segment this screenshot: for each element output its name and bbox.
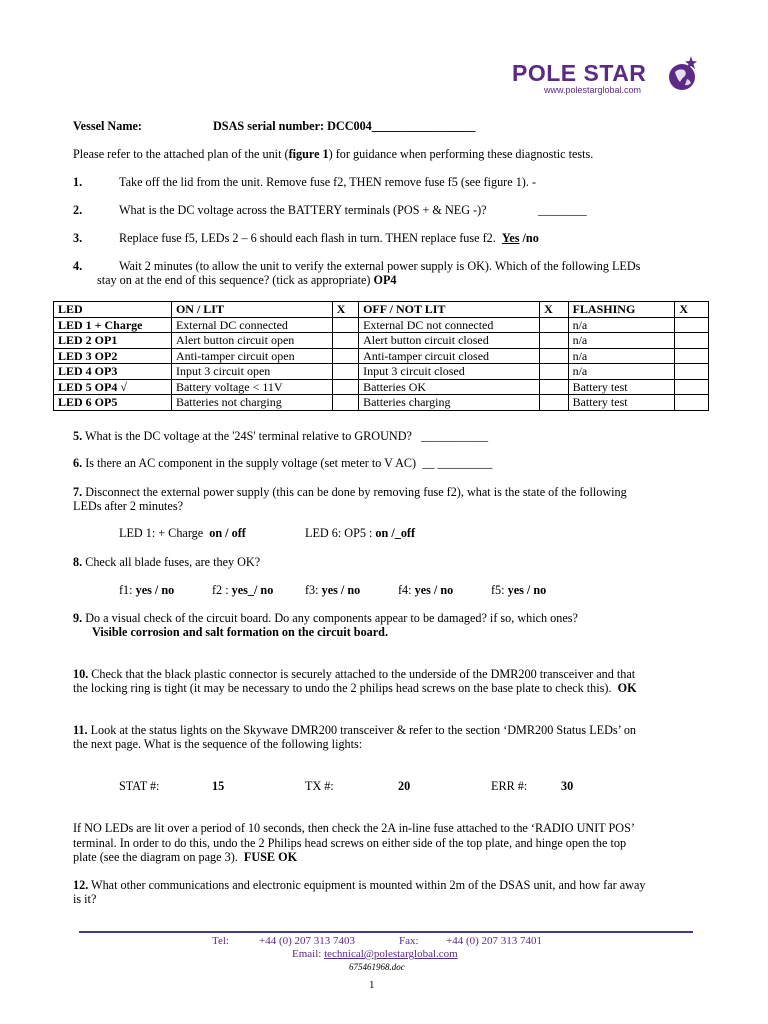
flashing-cell: Battery test: [568, 395, 675, 411]
q6-text: Is there an AC component in the supply voltage (set meter to V AC): [82, 456, 417, 470]
q6-answer: __ _________: [422, 456, 493, 470]
q3-body: Replace fuse f5, LEDs 2 – 6 should each flash in turn. THEN replace fuse f2.: [119, 231, 496, 245]
fuse-f3: [305, 583, 360, 598]
tick-cell[interactable]: [332, 364, 358, 380]
fuse-note-line3: [73, 850, 297, 865]
table-row: [54, 317, 709, 333]
q7-line2: LEDs after 2 minutes?: [73, 499, 183, 513]
led-name: LED 3 OP2: [54, 348, 172, 364]
dsas-serial-label: DSAS serial number: DCC004_________________: [213, 119, 476, 133]
footer-email-label: Email:: [292, 948, 322, 960]
intro-post: ) for guidance when performing these diagnostic tests.: [328, 147, 594, 161]
footer-email-link[interactable]: technical@polestarglobal.com: [324, 948, 458, 960]
header-x-off: X: [540, 302, 568, 318]
q3-number: 3.: [73, 231, 83, 245]
q5: [73, 429, 488, 444]
tick-cell[interactable]: [540, 395, 568, 411]
off-cell: Batteries charging: [359, 395, 540, 411]
q9-answer: Visible corrosion and salt formation on the circuit board.: [92, 625, 388, 639]
globe-star-icon: [665, 54, 699, 94]
q8-number: 8.: [73, 555, 83, 569]
q4-line2-text: stay on at the end of this sequence? (tick as appropriate): [97, 273, 371, 287]
q1-number: 1.: [73, 175, 83, 189]
fuse-note-line1: If NO LEDs are lit over a period of 10 seconds, then check the 2A in-line fuse attached to the ‘RADIO UNIT POS’: [73, 821, 635, 835]
header-led: LED: [54, 302, 172, 318]
fuse-note-line3-text: plate (see the diagram on page 3).: [73, 850, 238, 864]
q4-number: 4.: [73, 259, 83, 273]
q2-number: 2.: [73, 203, 83, 217]
footer-doc-name: 675461968.doc: [349, 962, 405, 972]
tick-cell[interactable]: [540, 317, 568, 333]
q10-line2-text: the locking ring is tight (it may be necessary to undo the 2 philips head screws on the base plate to check this).: [73, 681, 612, 695]
q9: [73, 611, 578, 626]
off-cell: Anti-tamper circuit closed: [359, 348, 540, 364]
stat-value: 15: [212, 779, 225, 793]
fuse-answer: yes / no: [414, 583, 454, 597]
tick-cell[interactable]: [540, 364, 568, 380]
q11-number: 11.: [73, 723, 88, 737]
off-cell: External DC not connected: [359, 317, 540, 333]
footer-tel-label: Tel:: [212, 935, 229, 947]
q12-text: What other communications and electronic equipment is mounted within 2m of the DSAS unit, and how far away: [88, 878, 646, 892]
q4-line1: Wait 2 minutes (to allow the unit to verify the external power supply is OK). Which of the following LEDs: [119, 259, 641, 273]
on-lit-cell: Alert button circuit open: [171, 333, 332, 349]
q10-answer: OK: [617, 681, 637, 695]
tick-cell[interactable]: [675, 317, 709, 333]
fuse-label: f2 :: [212, 583, 229, 597]
fuse-label: f5:: [491, 583, 505, 597]
err-label: ERR #:: [491, 779, 528, 793]
led-name: LED 1 + Charge: [54, 317, 172, 333]
flashing-cell: n/a: [568, 364, 675, 380]
footer-fax: +44 (0) 207 313 7401: [446, 935, 543, 947]
q7-led6-label: LED 6: OP5 :: [305, 526, 373, 540]
q7-number: 7.: [73, 485, 83, 499]
fuse-f1: [119, 583, 174, 598]
q10-number: 10.: [73, 667, 89, 681]
fuse-f4: [398, 583, 453, 598]
q3-yes: Yes: [501, 231, 520, 245]
fuse-answer: yes / no: [135, 583, 175, 597]
q8: [73, 555, 260, 570]
tick-cell[interactable]: [540, 348, 568, 364]
logo-name: POLE STAR: [512, 60, 647, 86]
led-name: LED 5 OP4 √: [54, 379, 172, 395]
q7-text: Disconnect the external power supply (this can be done by removing fuse f2), what is the state of the following: [82, 485, 627, 499]
on-lit-cell: Input 3 circuit open: [171, 364, 332, 380]
q7-led1-answer: on / off: [209, 526, 246, 540]
stat-label: STAT #:: [119, 779, 160, 793]
q10-line1: [73, 667, 635, 682]
q7-led1-label: LED 1: + Charge: [119, 526, 204, 540]
q6-number: 6.: [73, 456, 83, 470]
header-flashing: FLASHING: [568, 302, 675, 318]
q2-text: What is the DC voltage across the BATTERY terminals (POS + & NEG -)?: [119, 203, 487, 217]
tick-cell[interactable]: [540, 333, 568, 349]
fuse-f2: [212, 583, 273, 598]
fuse-note-line2: terminal. In order to do this, undo the 2 Philips head screws on either side of the top plate, and hinge open the top: [73, 836, 627, 850]
intro-bold: figure 1: [288, 147, 329, 161]
flashing-cell: n/a: [568, 333, 675, 349]
header-x-on: X: [332, 302, 358, 318]
flashing-cell: n/a: [568, 348, 675, 364]
tick-cell[interactable]: [675, 395, 709, 411]
table-row: [54, 379, 709, 395]
header-off-not-lit: OFF / NOT LIT: [359, 302, 540, 318]
table-row: [54, 333, 709, 349]
q12-number: 12.: [73, 878, 89, 892]
vessel-name-label: Vessel Name:: [73, 119, 142, 133]
fuse-answer: yes / no: [321, 583, 361, 597]
q7-led6-answer: on /_off: [375, 526, 416, 540]
fuse-f5: [491, 583, 546, 598]
led-table: [53, 301, 709, 411]
q9-text: Do a visual check of the circuit board. Do any components appear to be damaged? if so, which ones?: [82, 611, 578, 625]
footer-email: [292, 948, 458, 960]
q11-line2: the next page. What is the sequence of the following lights:: [73, 737, 363, 751]
tick-cell[interactable]: [540, 379, 568, 395]
q12-line2: is it?: [73, 892, 97, 906]
table-row: [54, 348, 709, 364]
on-lit-cell: Batteries not charging: [171, 395, 332, 411]
q10-line2: [73, 681, 637, 696]
q4-answer: OP4: [373, 273, 397, 287]
err-value: 30: [561, 779, 574, 793]
tick-cell[interactable]: [332, 379, 358, 395]
tick-cell[interactable]: [675, 379, 709, 395]
q3-no: /no: [519, 231, 539, 245]
header-on-lit: ON / LIT: [171, 302, 332, 318]
q11-line1: [73, 723, 636, 738]
flashing-cell: Battery test: [568, 379, 675, 395]
q5-answer: ___________: [421, 429, 489, 443]
off-cell: Alert button circuit closed: [359, 333, 540, 349]
q10-text: Check that the black plastic connector is securely attached to the underside of the DMR200 transceiver and that: [88, 667, 636, 681]
q12-line1: [73, 878, 645, 893]
fuse-label: f3:: [305, 583, 319, 597]
q7-led6: [305, 526, 415, 541]
on-lit-cell: Battery voltage < 11V: [171, 379, 332, 395]
q5-number: 5.: [73, 429, 83, 443]
fuse-label: f4:: [398, 583, 412, 597]
led-name: LED 2 OP1: [54, 333, 172, 349]
table-row: [54, 364, 709, 380]
page-number: 1: [369, 979, 375, 991]
footer-tel: +44 (0) 207 313 7403: [259, 935, 356, 947]
q7-led1: [119, 526, 246, 541]
q3-text: [119, 231, 539, 246]
logo-url: www.polestarglobal.com: [544, 85, 642, 95]
header-x-flashing: X: [675, 302, 709, 318]
q4-line2: [97, 273, 397, 288]
tx-label: TX #:: [305, 779, 334, 793]
on-lit-cell: Anti-tamper circuit open: [171, 348, 332, 364]
tick-cell[interactable]: [675, 348, 709, 364]
q6: [73, 456, 492, 471]
tick-cell[interactable]: [332, 317, 358, 333]
table-row: [54, 395, 709, 411]
led-name: LED 6 OP5: [54, 395, 172, 411]
tick-cell[interactable]: [675, 333, 709, 349]
q9-number: 9.: [73, 611, 83, 625]
footer-fax-label: Fax:: [399, 935, 419, 947]
tick-cell[interactable]: [332, 333, 358, 349]
q2-answer: ________: [538, 203, 587, 217]
tick-cell[interactable]: [675, 364, 709, 380]
flashing-cell: n/a: [568, 317, 675, 333]
tx-value: 20: [398, 779, 411, 793]
q1-text: Take off the lid from the unit. Remove fuse f2, THEN remove fuse f5 (see figure 1). -: [119, 175, 537, 189]
fuse-label: f1:: [119, 583, 133, 597]
q5-text: What is the DC voltage at the '24S' terminal relative to GROUND?: [82, 429, 412, 443]
intro-text: [73, 147, 593, 162]
fuse-answer: yes / no: [507, 583, 547, 597]
intro-pre: Please refer to the attached plan of the unit (: [73, 147, 289, 161]
q7-line1: [73, 485, 627, 500]
off-cell: Batteries OK: [359, 379, 540, 395]
q11-text: Look at the status lights on the Skywave DMR200 transceiver & refer to the section ‘DMR200 Status LEDs’ on: [87, 723, 637, 737]
tick-cell[interactable]: [332, 348, 358, 364]
on-lit-cell: External DC connected: [171, 317, 332, 333]
q8-text: Check all blade fuses, are they OK?: [82, 555, 261, 569]
footer-rule: [79, 931, 693, 933]
fuse-note-answer: FUSE OK: [243, 850, 298, 864]
led-table-header: [54, 302, 709, 318]
fuse-answer: yes_/ no: [231, 583, 274, 597]
tick-cell[interactable]: [332, 395, 358, 411]
led-name: LED 4 OP3: [54, 364, 172, 380]
off-cell: Input 3 circuit closed: [359, 364, 540, 380]
